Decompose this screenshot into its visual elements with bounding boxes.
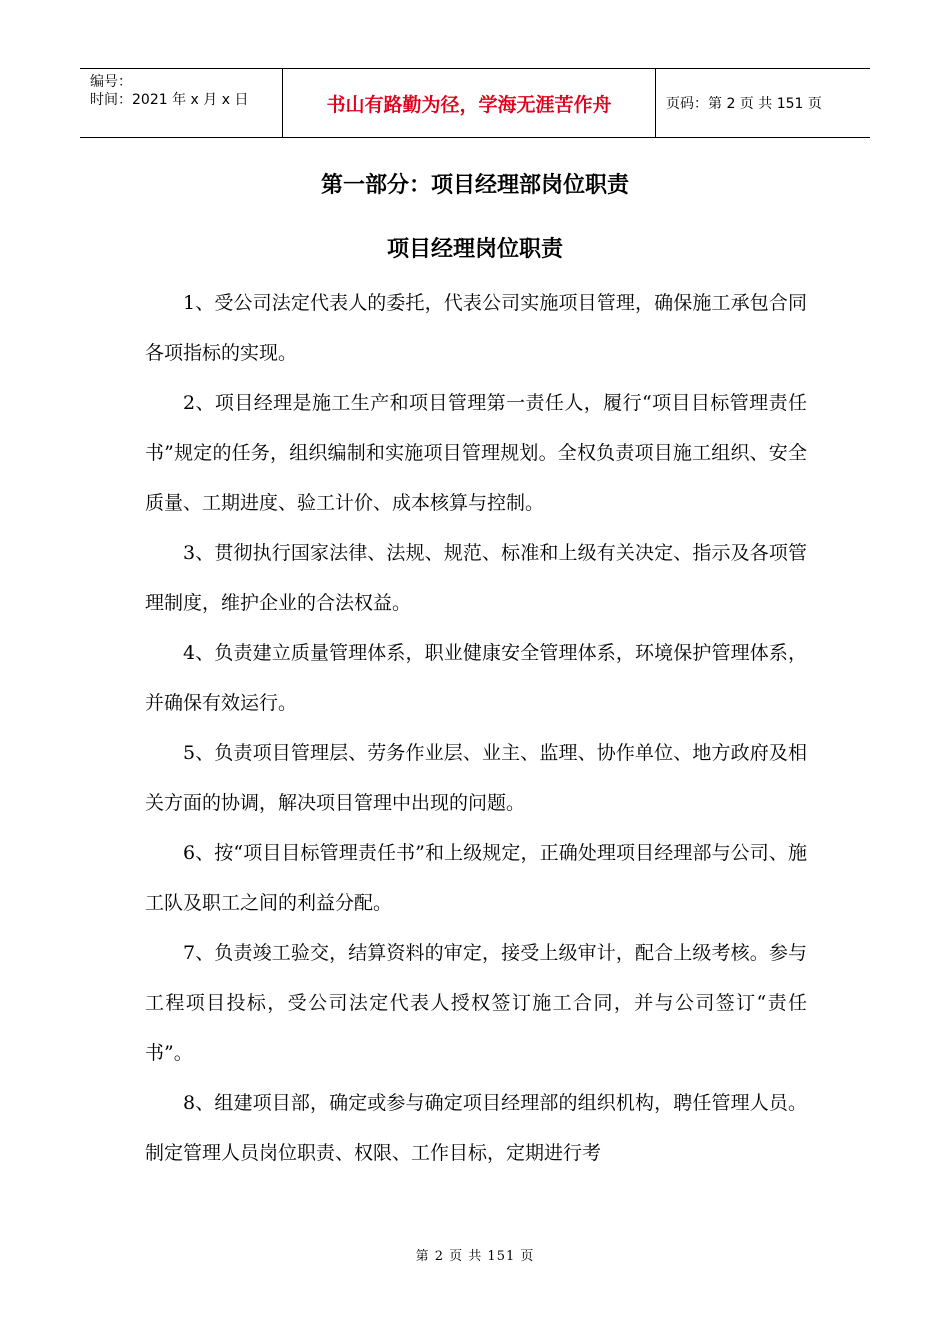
section-title: 项目经理岗位职责 — [386, 237, 563, 262]
part-title: 第一部分：项目经理部岗位职责 — [320, 173, 629, 198]
header-motto-cell — [282, 69, 656, 137]
duty-paragraph: 8、组建项目部，确定或参与确定项目经理部的组织机构，聘任管理人员。制定管理人员岗位职责、权限、工作目标，定期进行考 — [145, 1092, 807, 1164]
duty-paragraph: 3、贯彻执行国家法律、法规、规范、标准和上级有关决定、指示及各项管理制度，维护企业的合法权益。 — [145, 542, 807, 614]
header-meta — [80, 69, 282, 137]
duty-paragraph: 6、按“项目目标管理责任书”和上级规定，正确处理项目经理部与公司、施工队及职工之间的利益分配。 — [145, 842, 807, 914]
document-number-label: 编号： — [90, 74, 132, 90]
duty-paragraph: 1、受公司法定代表人的委托，代表公司实施项目管理，确保施工承包合同各项指标的实现。 — [145, 292, 807, 364]
duty-paragraph: 2、项目经理是施工生产和项目管理第一责任人，履行“项目目标管理责任书”规定的任务，组织编制和实施项目管理规划。全权负责项目施工组织、安全质量、工期进度、验工计价、成本核算与控制。 — [145, 392, 807, 514]
duty-paragraph: 5、负责项目管理层、劳务作业层、业主、监理、协作单位、地方政府及相关方面的协调，解决项目管理中出现的问题。 — [145, 742, 807, 814]
header-page-code: 页码：第 2 页 共 151 页 — [666, 96, 822, 112]
document-date-label: 时间：2021 年 x 月 x 日 — [90, 92, 249, 108]
document-header — [80, 68, 870, 138]
page-footer: 第 2 页 共 151 页 — [415, 1249, 535, 1264]
duty-paragraph: 7、负责竣工验交，结算资料的审定，接受上级审计，配合上级考核。参与工程项目投标，受公司法定代表人授权签订施工合同，并与公司签订“责任书”。 — [145, 942, 807, 1064]
document-body — [145, 278, 807, 1178]
header-motto: 书山有路勤为径，学海无涯苦作舟 — [326, 93, 612, 116]
duty-paragraph: 4、负责建立质量管理体系，职业健康安全管理体系，环境保护管理体系，并确保有效运行。 — [145, 642, 807, 714]
